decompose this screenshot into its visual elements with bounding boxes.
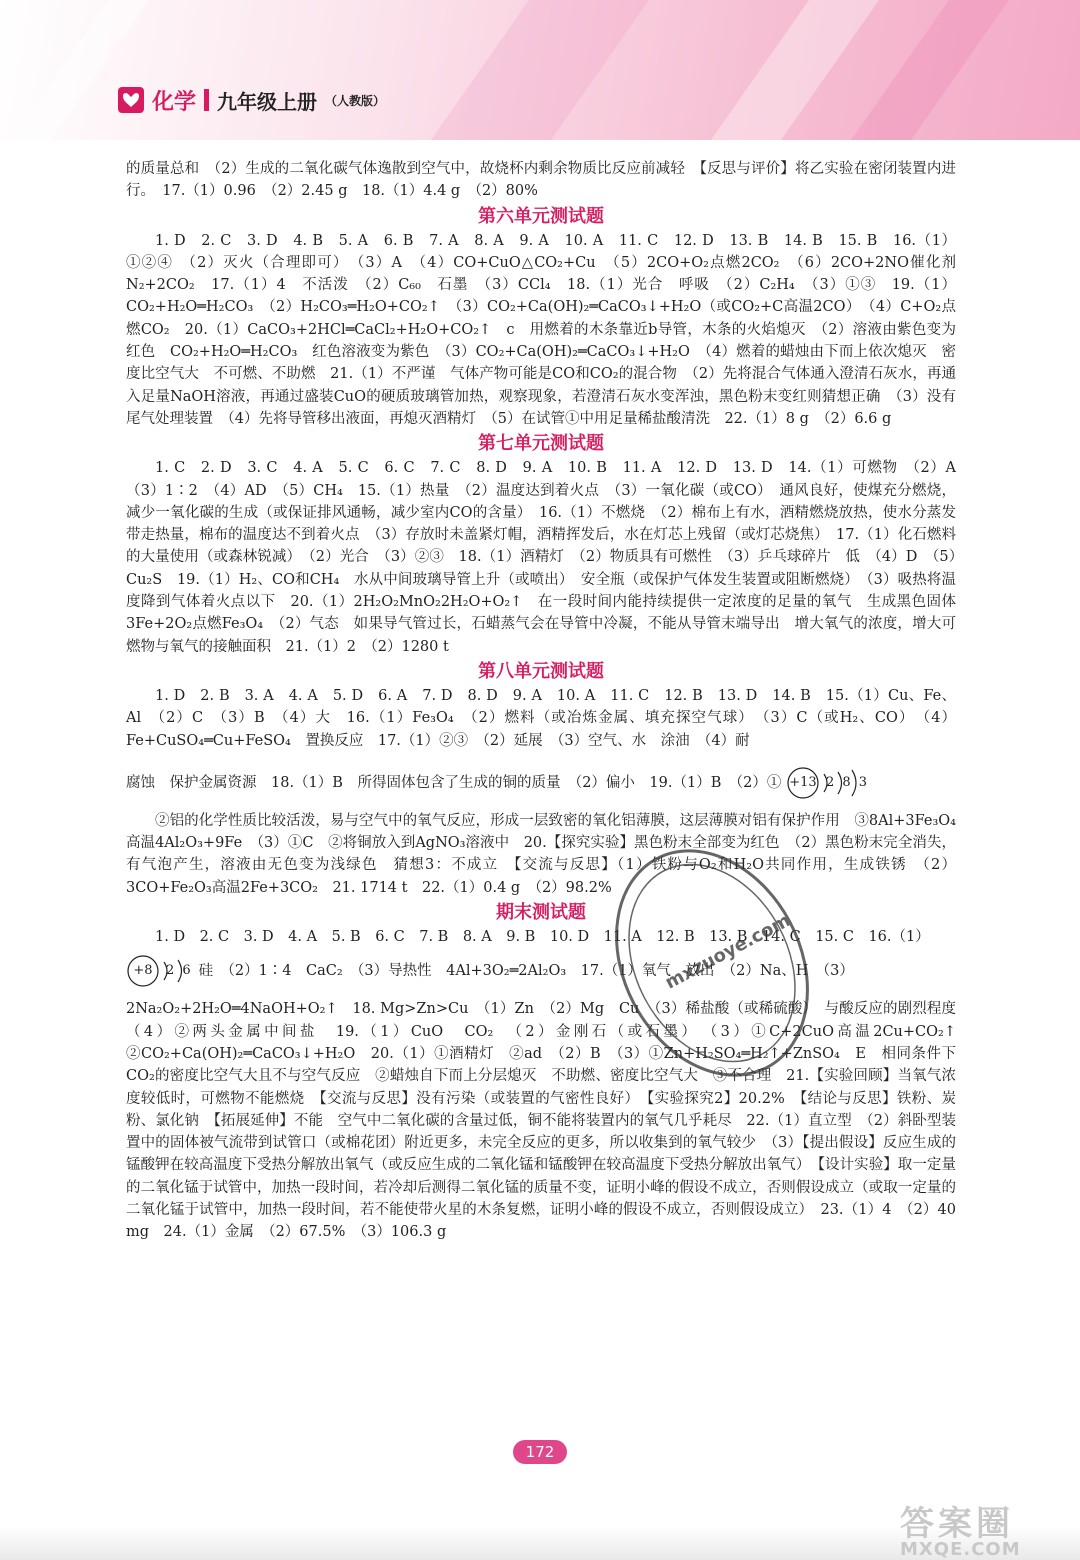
grade-label: 九年级上册 (217, 89, 318, 114)
stamp-text: mxzuoye.com (661, 909, 794, 994)
watermark-line1: 答案圈 (900, 1504, 1014, 1544)
section-text-unit8: 1. D 2. B 3. A 4. A 5. D 6. A 7. D 8. D 9. A 10. A 11. C 12. B 13. D 14. B 15.（1）Cu、Fe、Al （2）C （3）B （4）大 16.（1）Fe₃O₄ （2）燃料（或冶炼金属、填充探空气球） （3）C（或H₂、CO） （4）Fe+CuSO₄═Cu+FeSO₄ 置换反应 17.（1）②③ （2）延展 （3）空气、水 涂油 （4）耐 (126, 687, 956, 749)
section-text-final-part3: 2Na₂O₂+2H₂O═4NaOH+O₂↑ 18. Mg>Zn>Cu （1）Zn （2）Mg Cu （3）稀盐酸（或稀硫酸） 与酸反应的剧烈程度 （4）②两头金属中间盐 19.（1）CuO CO₂ （2）金刚石（或石墨） （3）①C+2CuO高温2Cu+CO₂↑ ②CO₂+Ca(OH)₂═CaCO₃↓+H₂O 20.（1）①酒精灯 ②ad （2）B （3）①Zn+H₂SO₄═H₂↑+ZnSO₄ E 相同条件下CO₂的密度比空气大且不与空气反应 ②蜡烛自下而上分层熄灭 不助燃、密度比空气大 ③不合理 21.【实验回顾】当氧气浓度较低时，可燃物不能燃烧 【交流与反思】没有污染（或装置的气密性良好） 【实验探究2】20.2% 【结论与反思】铁粉、炭粉、氯化钠 【拓展延伸】不能 空气中二氧化碳的含量过低，铜不能将装置内的氧气几乎耗尽 22.（1）直立型 （2）斜卧型装置中的固体被气流带到试管口（或棉花团）附近更多，未完全反应的更多，所以收集到的氧气较少 （3）【提出假设】反应生成的锰酸钾在较高温度下受热分解放出氧气（或反应生成的二氧化锰和锰酸钾在较高温度下受热分解放出氧气） 【设计实验】取一定量的二氧化锰于试管中，加热一段时间，若冷却后测得二氧化锰的质量不变，证明小峰的假设不成立，否则假设成立（或取一定量的二氧化锰于试管中，加热一段时间，若不能使带火星的木条复燃，证明小峰的假设不成立，否则假设成立） 23.（1）4 （2）40 mg 24.（1）金属 （2）67.5% （3）106.3 g (126, 1001, 971, 1241)
section-title-unit7: 第七单元测试题 (478, 433, 604, 455)
oxygen-nucleus: +8 (133, 963, 153, 979)
aluminum-atom-diagram (786, 766, 876, 800)
section-title-unit6: 第六单元测试题 (478, 205, 604, 227)
unit8-q18-19: 腐蚀 保护金属资源 18.（1）B 所得固体包含了生成的铜的质量 （2）偏小 19.（1）B （2）① (126, 774, 782, 791)
section-text-final (126, 926, 956, 948)
section-text-unit8-part3: ②铝的化学性质比较活泼，易与空气中的氧气反应，形成一层致密的氧化铝薄膜，这层薄膜对铝有保护作用 ③8Al+3Fe₃O₄高温4Al₂O₃+9Fe （3）①C ②将铜放入到AgNO₃溶液中 20.【探究实验】黑色粉末全部变为红色 （2）黑色粉末完全消失，有气泡产生，溶液由无色变为浅绿色 猜想3：不成立 【交流与反思】（1）铁粉与O₂和H₂O共同作用，生成铁锈 （2）3CO+Fe₂O₃高温2Fe+3CO₂ 21. 1714 t 22.（1）0.4 g （2）98.2% (126, 812, 956, 896)
header-band (0, 0, 1080, 140)
book-logo-icon (118, 87, 144, 113)
title-divider (204, 89, 209, 111)
section-title-final: 期末测试题 (496, 902, 586, 924)
oxygen-atom-diagram (126, 954, 194, 988)
edition-label: （人教版） (325, 93, 386, 108)
oxygen-shells: 2 6 (166, 963, 191, 979)
page-number: 172 (513, 1440, 567, 1464)
final-q1-16: 1. D 2. C 3. D 4. A 5. B 6. C 7. B 8. A 9. B 10. D 11. A 12. B 13. B 14. C 15. C 16.（1） (155, 929, 930, 946)
section-title-unit8: 第八单元测试题 (478, 660, 604, 682)
aluminum-nucleus: +13 (789, 774, 817, 790)
watermark-logo (900, 1496, 1021, 1560)
section-text-unit7: 1. C 2. D 3. C 4. A 5. C 6. C 7. C 8. D 9. A 10. B 11. A 12. D 13. D 14.（1）可燃物 （2）A （3）1∶2 （4）AD （5）CH₄ 15.（1）热量 （2）温度达到着火点 （3）一氧化碳（或CO） 通风良好，使煤充分燃烧，减少一氧化碳的生成（或保证排风通畅，减少室内CO的含量） 16.（1）不燃烧 （2）棉布上有水，酒精燃烧放热，使水分蒸发带走热量，棉布的温度达不到着火点 （3）存放时未盖紧灯帽，酒精挥发后，水在灯芯上残留（或灯芯烧焦） 17.（1）化石燃料的大量使用（或森林锐减） （2）光合 （3）②③ 18.（1）酒精灯 （2）物质具有可燃性 （3）乒乓球碎片 低 （4）D （5）Cu₂S 19.（1）H₂、CO和CH₄ 水从中间玻璃导管上升（或喷出） 安全瓶（或保护气体发生装置或阻断燃烧） （3）吸热将温度降到气体着火点以下 20.（1）2H₂O₂MnO₂2H₂O+O₂↑ 在一段时间内能持续提供一定浓度的足量的氧气 生成黑色固体 3Fe+2O₂点燃Fe₃O₄ （2）气态 如果导气管过长，石蜡蒸气会在导管中冷凝，不能从导管末端导出 增大氧气的浓度，增大可燃物与氧气的接触面积 21.（1）2 （2）1280 t (126, 460, 971, 655)
watermark-line2: MXQE.COM (900, 1539, 1021, 1560)
section-text-unit6: 1. D 2. C 3. D 4. B 5. A 6. B 7. A 8. A 9. A 10. A 11. C 12. D 13. B 14. B 15. B 16.（1）①②④ （2）灭火（合理即可） （3）A （4）CO+CuO△CO₂+Cu （5）2CO+O₂点燃2CO₂ （6）2CO+2NO催化剂N₂+2CO₂ 17.（1）4 不活泼 （2）C₆₀ 石墨 （3）CCl₄ 18.（1）光合 呼吸 （2）C₂H₄ （3）①③ 19.（1）CO₂+H₂O═H₂CO₃ （2）H₂CO₃═H₂O+CO₂↑ （3）CO₂+Ca(OH)₂═CaCO₃↓+H₂O（或CO₂+C高温2CO） （4）C+O₂点燃CO₂ 20.（1）CaCO₃+2HCl═CaCl₂+H₂O+CO₂↑ c 用燃着的木条靠近b导管，木条的火焰熄灭 （2）溶液由紫色变为红色 CO₂+H₂O═H₂CO₃ 红色溶液变为紫色 （3）CO₂+Ca(OH)₂═CaCO₃↓+H₂O （4）燃着的蜡烛由下而上依次熄灭 密度比空气大 不可燃、不助燃 21.（1）不严谨 气体产物可能是CO和CO₂的混合物 （2）先将混合气体通入澄清石灰水，再通入足量NaOH溶液，再通过盛装CuO的硬质玻璃管加热，观察现象，若澄清石灰水变浑浊，黑色粉末变红则猜想正确 （3）没有尾气处理装置 （4）先将导管移出液面，再熄灭酒精灯 （5）在试管①中用足量稀盐酸清洗 22.（1）8 g （2）6.6 g (126, 232, 956, 427)
aluminum-shells: 2 8 3 (825, 774, 868, 790)
intro-paragraph: 的质量总和 （2）生成的二氧化碳气体逸散到空气中，故烧杯内剩余物质比反应前减轻 【反思与评价】将乙实验在密闭装置内进行。 17.（1）0.96 （2）2.45 g 18.（1）4.4 g （2）80% (126, 161, 956, 200)
answer-content (126, 158, 971, 1244)
header-title (118, 84, 385, 116)
subject-label: 化学 (152, 89, 197, 115)
section-text-unit8-part2 (126, 766, 956, 800)
final-q16-17: 硅 （2）1∶4 CaC₂ （3）导热性 4Al+3O₂═2Al₂O₃ 17.（1）氧气 放出 （2）Na、H （3） (198, 963, 854, 980)
